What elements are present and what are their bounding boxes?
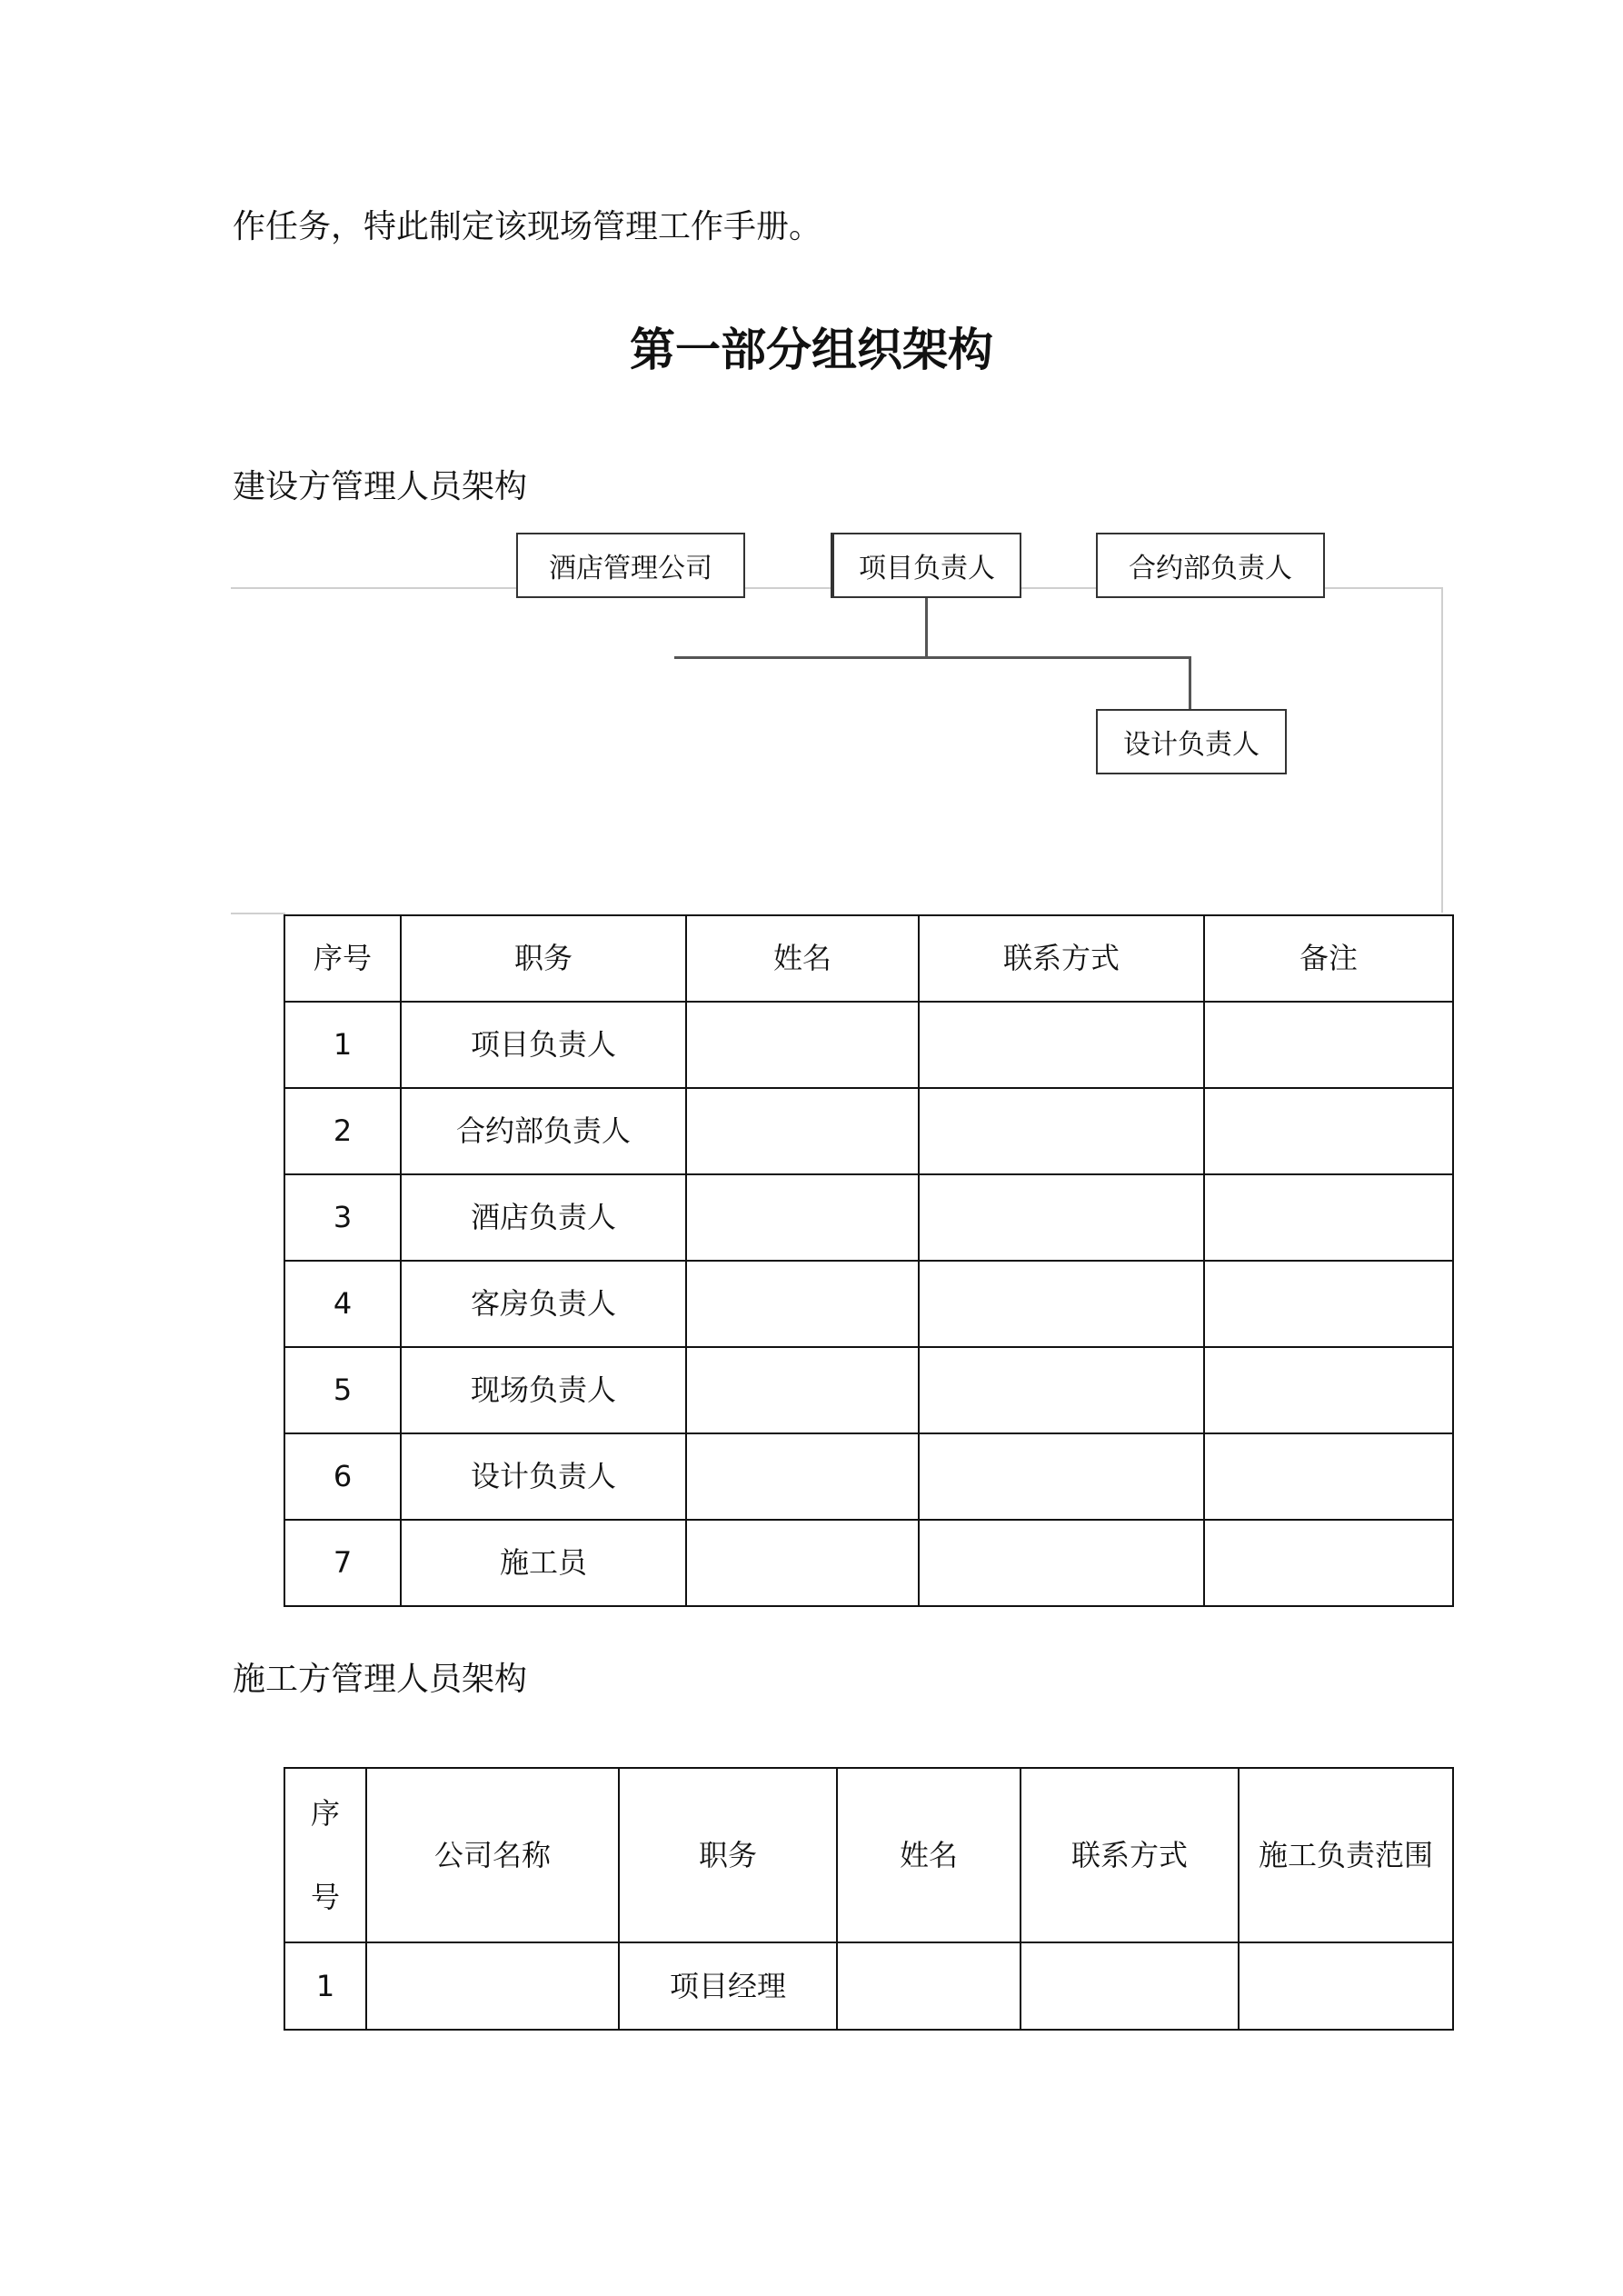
connector-vertical-top [925,598,928,658]
table-cell [1239,1942,1453,2030]
org-box-project-lead: 项目负责人 [831,533,1021,598]
table-cell: 客房负责人 [401,1261,686,1347]
table-cell: 4 [284,1261,401,1347]
table-cell [1204,1002,1453,1088]
table-cell: 2 [284,1088,401,1174]
org-box-hotel-company: 酒店管理公司 [516,533,745,598]
part-title: 第一部分组织架构 [630,324,993,376]
header-cell: 联系方式 [1021,1768,1239,1942]
table-cell [1204,1520,1453,1606]
table-row [284,1088,1453,1174]
header-cell: 姓名 [686,915,919,1002]
table-cell: 项目负责人 [401,1002,686,1088]
table-row [284,1261,1453,1347]
table-cell [686,1261,919,1347]
table-cell [837,1942,1021,2030]
section-heading-owner: 建设方管理人员架构 [233,468,528,505]
header-cell: 公司名称 [366,1768,619,1942]
table-cell [919,1261,1204,1347]
connector-horizontal [674,656,1190,659]
table-header-row [284,1768,1453,1942]
table-cell [686,1088,919,1174]
table-cell [919,1433,1204,1520]
table-row [284,1520,1453,1606]
owner-staff-table [284,914,1454,1607]
table-cell: 6 [284,1433,401,1520]
section-heading-contractor: 施工方管理人员架构 [233,1661,528,1698]
table-cell: 合约部负责人 [401,1088,686,1174]
header-seq-line: 序 [310,1796,340,1831]
table-cell: 1 [284,1002,401,1088]
table-cell [366,1942,619,2030]
intro-paragraph: 作任务，特此制定该现场管理工作手册。 [233,208,822,245]
org-box-design-lead: 设计负责人 [1096,709,1287,774]
org-box-contract-lead: 合约部负责人 [1096,533,1325,598]
header-cell: 联系方式 [919,915,1204,1002]
table-header-row [284,915,1453,1002]
table-cell [919,1347,1204,1433]
table-cell [1204,1088,1453,1174]
table-cell: 7 [284,1520,401,1606]
table-cell [686,1433,919,1520]
header-cell: 备注 [1204,915,1453,1002]
table-cell [1204,1433,1453,1520]
header-cell: 职务 [401,915,686,1002]
table-cell: 酒店负责人 [401,1174,686,1261]
table-cell: 现场负责人 [401,1347,686,1433]
table-cell [1021,1942,1239,2030]
table-cell [919,1002,1204,1088]
table-cell [1204,1347,1453,1433]
frame-line-right [1441,587,1443,913]
table-cell: 3 [284,1174,401,1261]
table-row [284,1347,1453,1433]
table-cell: 设计负责人 [401,1433,686,1520]
table-cell [686,1002,919,1088]
table-cell: 项目经理 [619,1942,837,2030]
table-cell [1204,1174,1453,1261]
table-row [284,1433,1453,1520]
header-cell: 施工负责范围 [1239,1768,1453,1942]
header-cell: 姓名 [837,1768,1021,1942]
table-cell [686,1174,919,1261]
frame-line-bottom [231,913,285,914]
header-cell: 序号 [284,915,401,1002]
header-seq-line: 号 [310,1880,340,1914]
header-cell-seq [284,1768,366,1942]
table-cell [686,1347,919,1433]
table-row [284,1174,1453,1261]
table-row [284,1002,1453,1088]
table-cell [919,1088,1204,1174]
connector-vertical-bottom [1189,656,1191,709]
table-cell [919,1520,1204,1606]
table-row [284,1942,1453,2030]
table-cell [1204,1261,1453,1347]
contractor-staff-table [284,1767,1454,2031]
table-cell: 5 [284,1347,401,1433]
header-cell: 职务 [619,1768,837,1942]
table-cell [919,1174,1204,1261]
table-cell [686,1520,919,1606]
table-cell: 施工员 [401,1520,686,1606]
table-cell: 1 [284,1942,366,2030]
